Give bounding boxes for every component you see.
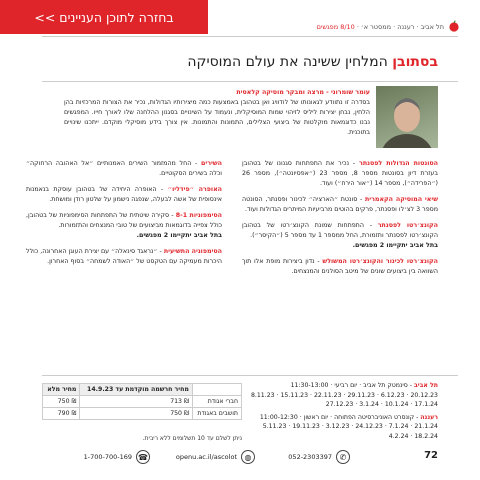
topics-column-right — [242, 159, 438, 283]
table-row — [43, 408, 242, 420]
topic-item — [26, 159, 222, 179]
apple-icon — [448, 20, 460, 32]
topic-text: - נכיר את התפתחות סגנונו של בטהובן בעזרת דיון בסונטות מספר 8, מספר 23 (״אפסיונטה״), מספר 26 (״הפרידה״), מספר 14 (״אור הירח״) ועוד. — [242, 160, 438, 187]
schedule-dates: 21.1.24 · 7.1.24 · 24.12.23 · 3.12.23 · 19.11.23 · 5.11.23 — [262, 423, 438, 430]
row-label: תושבים באגודת — [192, 408, 241, 420]
intro-block — [64, 88, 370, 138]
topic-note: בתל אביב יתקיימו 2 מפגשים. — [352, 242, 438, 249]
schedule-dates: 17.1.24 · 10.1.24 · 3.1.24 · 27.12.23 — [325, 401, 438, 408]
schedule-dates: 20.12.23 · 6.12.23 · 29.11.23 · 22.11.23 · 15.11.23 · 8.11.23 — [250, 391, 438, 399]
title-divider — [42, 81, 458, 82]
topic-text: - האופרה היחידה של בטהובן עוסקת בנאמנות אינסופית של אשה לבעלה, שנפגה נישמון על שלטון רודן ומושחת. — [26, 186, 222, 203]
city-label: תל אביב — [414, 382, 438, 389]
topic-title: האופרה ״פידליו״ — [167, 186, 222, 193]
top-divider — [42, 36, 458, 37]
topics-column-left — [26, 159, 222, 273]
column-header: מחיר חרשמה מוקדמת עד 14.9.23 — [80, 384, 192, 396]
breadcrumb-sessions: 8/10 מפגשים — [316, 23, 355, 31]
website-link[interactable] — [176, 450, 255, 464]
topic-text: - סקירה שיטתית של התפתחות הסימפוניות של בטהובן, כולל צפייה בדוגמאות מביצועים של טובי המנצחים והתזמורות. — [26, 212, 222, 229]
whatsapp-icon: ✆ — [336, 450, 350, 464]
payment-note: ניתן לשלם עד 10 תשלומים ללא ריבית. — [142, 435, 242, 442]
bottom-divider — [42, 375, 458, 376]
topic-title: הקונצ׳רטו לכינור והקונצ׳רטו המשולש — [322, 258, 438, 265]
website-url: openu.ac.il/ascolot — [175, 453, 237, 461]
phone-number: 1-700-700-169 — [83, 453, 132, 461]
topic-title: הסונטות הגדולות לפסנתר — [359, 160, 438, 167]
topic-text: - התפתחות שמונת הקונצ׳רטו של בטהובן הקונצ׳רטו לפסנתר ותזמורת, החל ממספר 1 עד מספר 5 (״הקיסר״). — [242, 222, 438, 239]
topic-item — [26, 247, 222, 267]
schedule-tlv — [238, 381, 438, 391]
topic-note: בתל אביב יתקיימו 2 מפגשים. — [136, 232, 222, 239]
topic-title: שיאי המוסיקה הקאמרית — [364, 196, 438, 203]
topic-item — [26, 211, 222, 241]
price-cell: ₪ 790 — [43, 408, 80, 420]
table-row — [43, 396, 242, 408]
price-cell: ₪ 750 — [43, 396, 80, 408]
phone-contact-2[interactable] — [84, 450, 150, 464]
topic-text: - נדון ביצירות מופת אלו תוך השוואה בין ביצועים שונים של מיטב הסולנים והמנצחים. — [242, 258, 438, 275]
topic-title: הקונצ׳רטו לפסנתר — [377, 222, 438, 229]
lecturer-photo — [376, 86, 438, 148]
schedule-line: - קונסרט האוניברסיטה הפתוחה · יום ראשון · 11:00-12:30 — [259, 413, 421, 421]
page-title — [187, 54, 438, 70]
topic-title: השירים — [201, 160, 222, 167]
schedule-dates: 18.2.24 · 4.2.24 — [388, 432, 438, 440]
breadcrumb-locations: תל אביב · רעננה · ממסטר א׳ · — [354, 23, 444, 31]
title-highlight: בסתובן — [392, 54, 438, 70]
topic-text: - החל מהמזמור השירים האמנותיים ״אל האהובה הרחוקה״ וכלה בשירים הסקוטיים. — [26, 160, 222, 177]
price-cell: ₪ 713 — [80, 396, 192, 408]
topic-item — [26, 185, 222, 205]
price-cell: ₪ 750 — [80, 408, 192, 420]
phone-icon: ☎ — [136, 450, 150, 464]
column-header: מחיר מלא — [43, 384, 80, 396]
topic-item — [242, 195, 438, 215]
breadcrumb — [317, 23, 444, 31]
schedule-raanana — [238, 413, 438, 423]
globe-icon: ◍ — [241, 450, 255, 464]
table-header — [43, 384, 242, 396]
topic-title: הסימפוניה התשיעית — [163, 248, 222, 255]
topic-text: - ״נראגד סינאלה״ עם יצירת העוגן האחרונה, כולל היכרות מעמיקה עם הטקסט של ״האודה לשמחה״ בסוף האחרון. — [26, 248, 222, 265]
top-bar — [0, 0, 480, 34]
back-to-toc-button[interactable]: בחזרה לתוכן העניינים >> — [0, 0, 208, 34]
city-label: רעננה — [420, 413, 438, 421]
topic-item — [242, 257, 438, 277]
phone-contact[interactable] — [288, 450, 350, 464]
schedule-line: - סינמטק תל אביב · יום רביעי · 11:30-13:00 — [290, 382, 414, 389]
topic-text: - סונטת ״הארציה״ לכינור ופסנתר, הסונטה מספר 3 לצ׳לו ופסנתר, פרקים בהוטים מרביעיות המיתרים הגדולות ועוד. — [242, 196, 438, 213]
table-corner — [192, 384, 241, 396]
phone-number: 052-2303397 — [288, 453, 332, 461]
price-table — [42, 383, 242, 420]
page-number: 72 — [424, 450, 438, 461]
schedule — [238, 381, 438, 441]
topic-item — [242, 159, 438, 189]
topic-item — [242, 221, 438, 251]
lecturer-name: עומר שומרוני - מרצה ומבקר מוסיקה קלאסית — [236, 89, 370, 96]
title-rest: המלחין ששינה את עולם המוסיקה — [187, 54, 393, 70]
topic-title: הסימפוניות 8-1 — [175, 212, 223, 219]
row-label: חברי אגודת — [192, 396, 241, 408]
intro-text: בסדרה זו נתוודע לגאונותו של לודוויג ואן בטהובן באמצעות כמה מיצירותיו הגדולות, נכיר את הצורות המרכזיות בהן הלחין, נבחן יצירות ליליס לזיהוי שמות המוסיקלית, ונעמוד על השינויים בסגנון ההלחנה שלו לאורך חייו. המפגשים נבנו כדוגמאות מוקלטות של ביצועי הצלילים, התמונות והתמונות. אין צורך בידע מוסיקלי מוקדם. ייתכנו שינויים בתוכנית. — [64, 99, 370, 136]
